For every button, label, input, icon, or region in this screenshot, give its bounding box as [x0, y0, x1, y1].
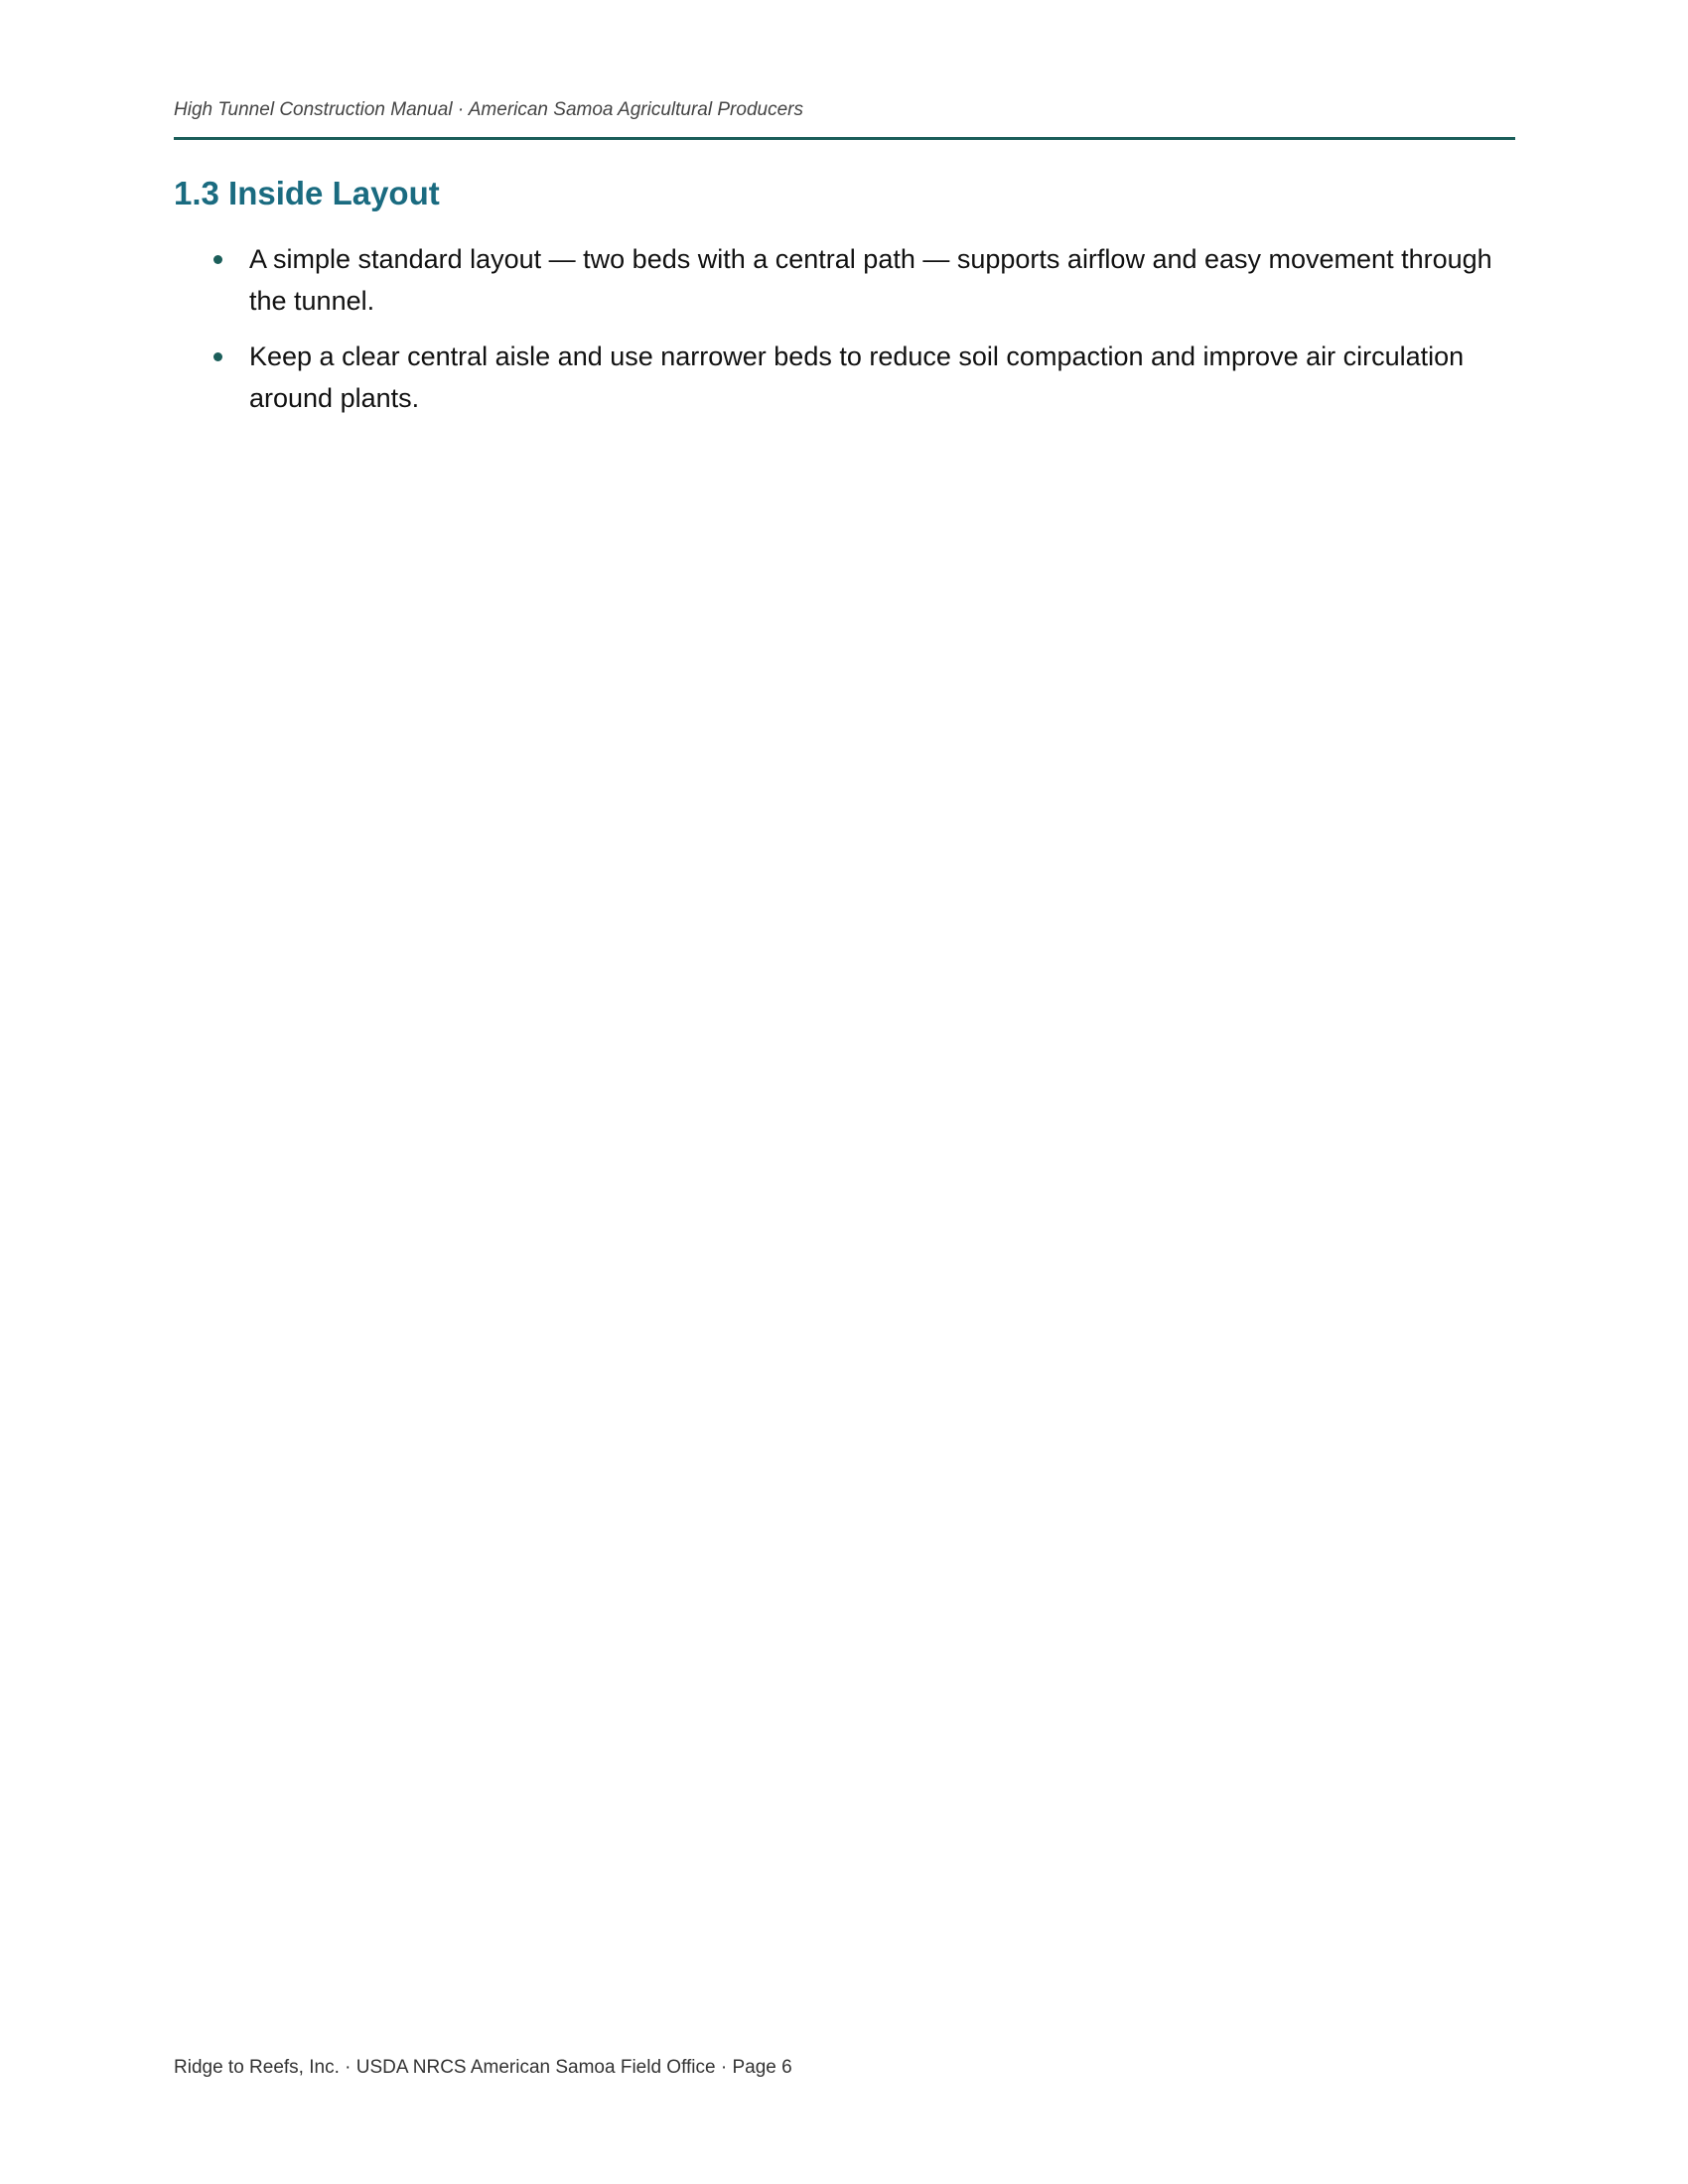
page-header	[174, 97, 1515, 140]
bullet-list	[174, 238, 1524, 433]
bullet-icon	[213, 352, 222, 361]
bullet-text: A simple standard layout — two beds with a central path — supports airflow and easy movement through the tunnel.	[249, 244, 1492, 316]
page-footer: Ridge to Reefs, Inc. · USDA NRCS American Samoa Field Office · Page 6	[174, 2057, 792, 2078]
list-item	[174, 238, 1524, 322]
header-text: High Tunnel Construction Manual · American Samoa Agricultural Producers	[174, 99, 803, 120]
list-item	[174, 336, 1524, 419]
bullet-text: Keep a clear central aisle and use narrower beds to reduce soil compaction and improve air circulation around plants.	[249, 341, 1465, 413]
bullet-icon	[213, 255, 222, 264]
section-title: 1.3 Inside Layout	[174, 175, 440, 211]
